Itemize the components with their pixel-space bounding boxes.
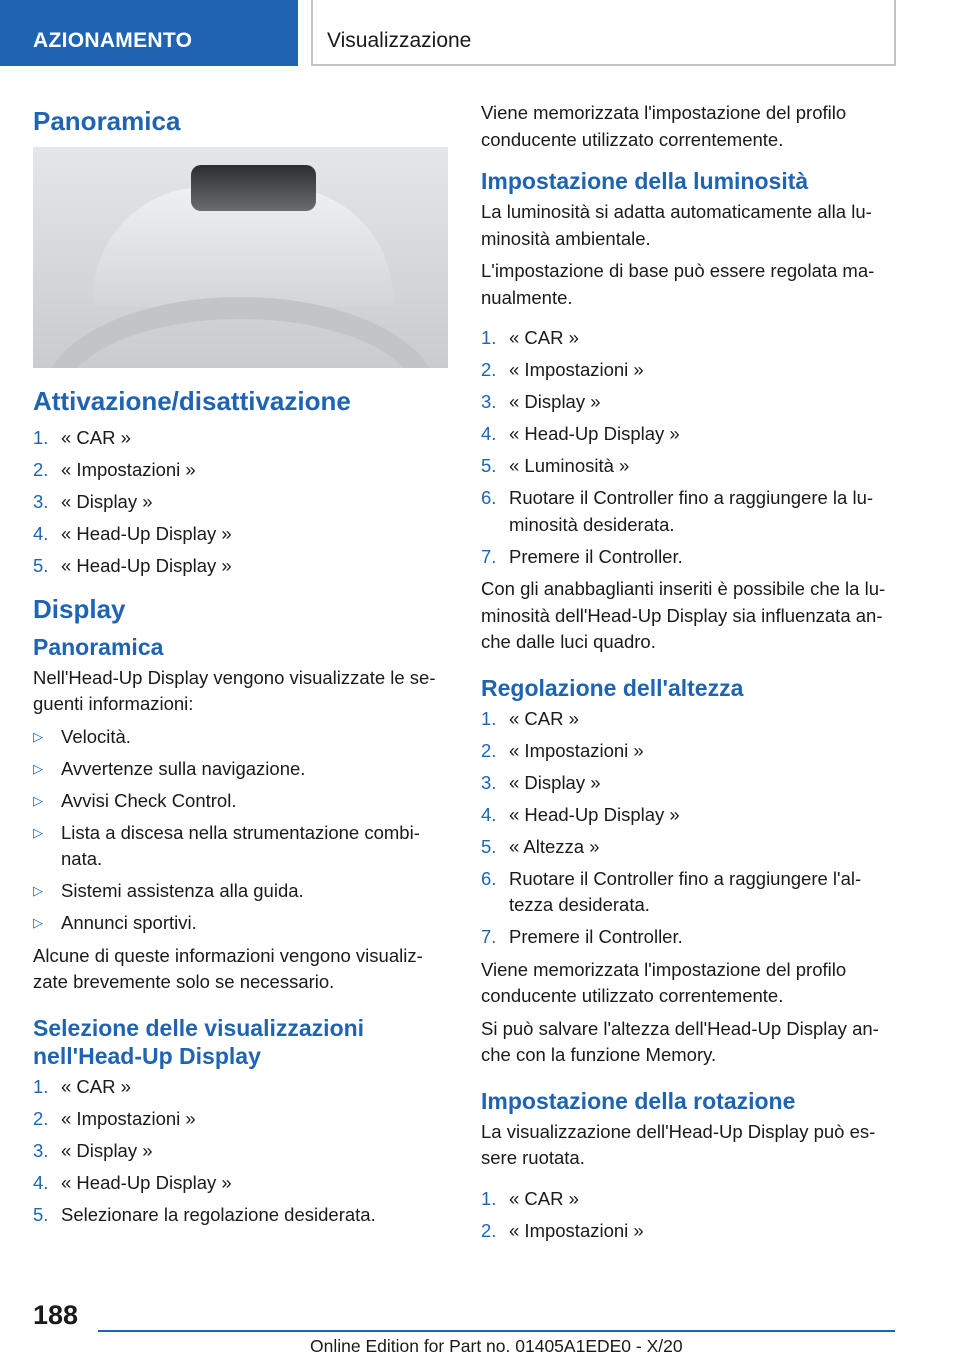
list-item: 1. « CAR »	[33, 1075, 131, 1097]
edition-text: Online Edition for Part no. 01405A1EDE0 - X/20	[310, 1336, 683, 1356]
right-column	[481, 100, 896, 1250]
list-item: 3. « Display »	[33, 491, 153, 512]
steps-attivazione	[33, 425, 448, 580]
list-item: 1. « CAR »	[33, 427, 131, 448]
list-item: 1. « CAR »	[481, 327, 579, 348]
list-item: ▷ Lista a discesa nella strumentazione combi- nata.	[33, 820, 448, 873]
chapter-title: Visualizzazione	[311, 0, 896, 66]
list-item: 5. « Head-Up Display »	[33, 555, 232, 576]
list-item: 1. « CAR »	[481, 1187, 579, 1209]
list-item: 3. « Display »	[481, 391, 601, 412]
list-item: ▷ Avvertenze sulla navigazione.	[33, 756, 448, 783]
info-list	[33, 724, 448, 937]
intro-text: Nell'Head-Up Display vengono visualizzate le se- guenti informazioni:	[33, 666, 436, 714]
steps-altezza	[481, 706, 896, 951]
triangle-bullet-icon: ▷	[33, 728, 43, 744]
page-number: 188	[33, 1300, 79, 1330]
list-item: ▷ Annunci sportivi.	[33, 910, 448, 937]
list-item: 4. « Head-Up Display »	[33, 1171, 232, 1193]
triangle-bullet-icon: ▷	[33, 760, 43, 776]
rot-text-1: La visualizzazione dell'Head-Up Display può es- sere ruotata.	[481, 1120, 876, 1168]
triangle-bullet-icon: ▷	[33, 824, 43, 840]
list-item: 2. « Impostazioni »	[481, 739, 644, 761]
list-item: 6. Ruotare il Controller fino a raggiungere la lu- minosità desiderata.	[481, 487, 874, 535]
left-column	[33, 100, 448, 1234]
triangle-bullet-icon: ▷	[33, 883, 43, 898]
lum-text-1: La luminosità si adatta automaticamente alla lu- minosità ambientale.	[481, 201, 872, 249]
list-item: 3. « Display »	[481, 771, 601, 793]
steering-wheel	[43, 297, 438, 368]
heading-rotazione: Impostazione della rotazione	[481, 1087, 796, 1114]
list-item: 4. « Head-Up Display »	[33, 523, 232, 544]
heading-luminosita: Impostazione della luminosità	[481, 168, 809, 194]
memo-text-top: Viene memorizzata l'impostazione del profilo conducente utilizzato correntemente.	[481, 102, 847, 150]
list-item: ▷ Avvisi Check Control.	[33, 788, 448, 815]
heading-altezza: Regolazione dell'altezza	[481, 674, 744, 701]
section-tab: AZIONAMENTO	[0, 0, 298, 66]
list-item: ▷ Velocità.	[33, 724, 448, 751]
list-item: 4. « Head-Up Display »	[481, 423, 680, 444]
list-item: 2. « Impostazioni »	[33, 459, 196, 480]
alt-text-2: Si può salvare l'altezza dell'Head-Up Display an- che con la funzione Memory.	[481, 1017, 879, 1065]
lum-note: Con gli anabbaglianti inseriti è possibile che la lu- minosità dell'Head-Up Display sia influenzata an- che dalle luci quadro.	[481, 578, 886, 652]
list-item: 5. « Luminosità »	[481, 455, 630, 476]
list-item: 2. « Impostazioni »	[33, 1107, 196, 1129]
page-header	[0, 0, 960, 66]
heading-display: Display	[33, 593, 126, 624]
lum-text-2: L'impostazione di base può essere regolata ma- nualmente.	[481, 260, 875, 308]
hud-projector	[191, 165, 316, 211]
heading-attivazione: Attivazione/disattivazione	[33, 386, 351, 416]
triangle-bullet-icon: ▷	[33, 915, 43, 930]
list-item: 7. Premere il Controller.	[481, 545, 683, 567]
list-item: 6. Ruotare il Controller fino a raggiungere l'al- tezza desiderata.	[481, 867, 862, 915]
list-item: 2. « Impostazioni »	[481, 1219, 644, 1241]
heading-panoramica: Panoramica	[33, 106, 181, 136]
head-up-display-photo	[33, 147, 448, 368]
steps-luminosita	[481, 325, 896, 570]
list-item: 1. « CAR »	[481, 707, 579, 729]
list-item: 5. « Altezza »	[481, 835, 600, 857]
heading-selezione: Selezione delle visualizzazioni nell'Head-Up Display	[33, 1014, 365, 1069]
list-item: 4. « Head-Up Display »	[481, 803, 680, 825]
list-item: 5. Selezionare la regolazione desiderata.	[33, 1203, 376, 1225]
steps-rotazione	[481, 1186, 896, 1245]
list-item: 7. Premere il Controller.	[481, 926, 683, 947]
note-text: Alcune di queste informazioni vengono visualiz- zate brevemente solo se necessario.	[33, 944, 423, 992]
footer-divider	[98, 1330, 895, 1332]
list-item: 2. « Impostazioni »	[481, 359, 644, 380]
steps-selezione	[33, 1074, 448, 1229]
list-item: ▷ Sistemi assistenza alla guida.	[33, 878, 448, 905]
triangle-bullet-icon: ▷	[33, 792, 43, 808]
alt-text-1: Viene memorizzata l'impostazione del profilo conducente utilizzato correntemente.	[481, 958, 847, 1006]
subheading-panoramica: Panoramica	[33, 633, 164, 660]
list-item: 3. « Display »	[33, 1139, 153, 1161]
